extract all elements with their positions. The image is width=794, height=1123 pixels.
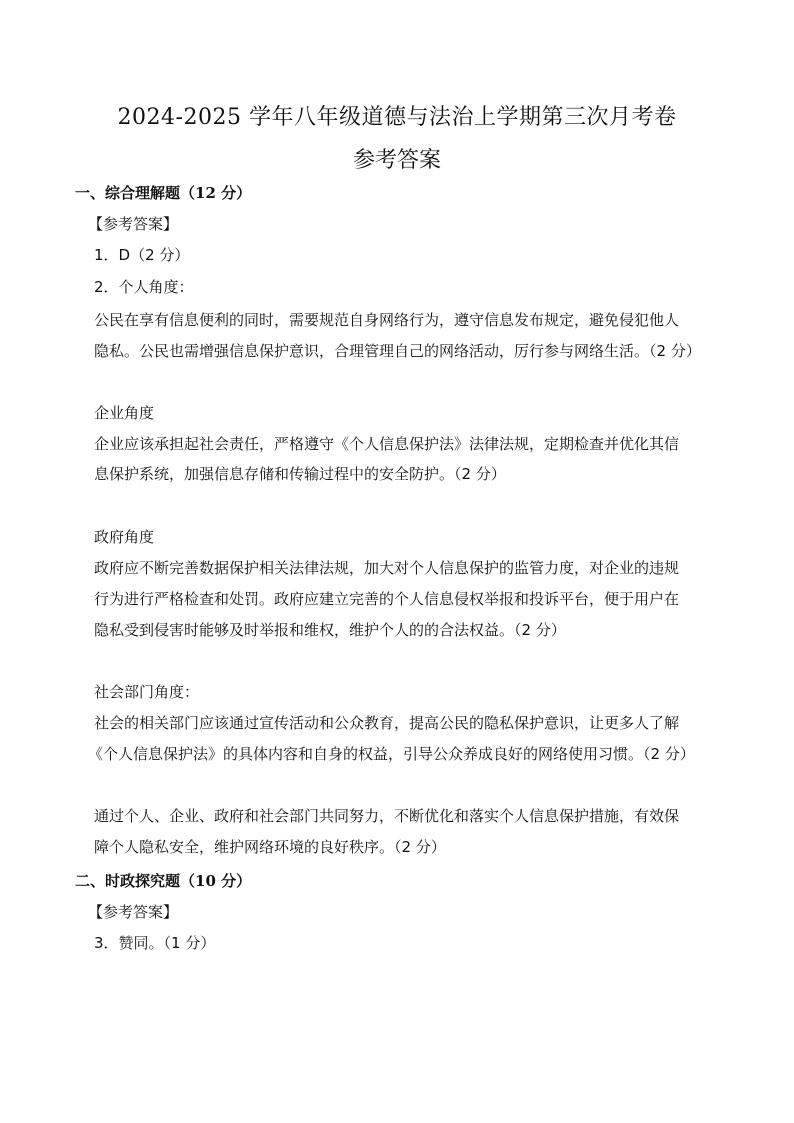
enterprise-line-2: 息保护系统，加强信息存储和传输过程中的安全防护。（2 分） bbox=[94, 465, 506, 483]
section2-answer-label: 【参考答案】 bbox=[88, 903, 179, 921]
government-line-1: 政府应不断完善数据保护相关法律法规，加大对个人信息保护的监管力度，对企业的违规 bbox=[94, 559, 680, 577]
personal-line-1: 公民在享有信息便利的同时，需要规范自身网络行为，遵守信息发布规定，避免侵犯他人 bbox=[94, 311, 680, 329]
q3-answer: 3．赞同。（1 分） bbox=[94, 934, 216, 952]
summary-line-1: 通过个人、企业、政府和社会部门共同努力，不断优化和落实个人信息保护措施，有效保 bbox=[94, 807, 680, 825]
document-title: 2024-2025 学年八年级道德与法治上学期第三次月考卷 bbox=[117, 105, 677, 130]
q2-label: 2．个人角度： bbox=[94, 278, 194, 296]
social-line-2: 《个人信息保护法》的具体内容和自身的权益，引导公众养成良好的网络使用习惯。（2 分） bbox=[88, 745, 695, 763]
personal-line-2: 隐私。公民也需增强信息保护意识，合理管理自己的网络活动，厉行参与网络生活。（2 分） bbox=[94, 342, 701, 360]
social-label: 社会部门角度： bbox=[94, 683, 200, 701]
enterprise-line-1: 企业应该承担起社会责任，严格遵守《个人信息保护法》法律法规，定期检查并优化其信 bbox=[94, 435, 680, 453]
government-line-2: 行为进行严格检查和处罚。政府应建立完善的个人信息侵权举报和投诉平台，便于用户在 bbox=[94, 590, 680, 608]
section1-answer-label: 【参考答案】 bbox=[88, 215, 179, 233]
government-line-3: 隐私受到侵害时能够及时举报和维权，维护个人的的合法权益。（2 分） bbox=[94, 621, 566, 639]
q1-answer: 1．D（2 分） bbox=[94, 246, 190, 264]
section2-heading: 二、时政探究题（10 分） bbox=[75, 872, 252, 890]
summary-line-2: 障个人隐私安全，维护网络环境的良好秩序。（2 分） bbox=[94, 838, 446, 856]
government-label: 政府角度 bbox=[94, 528, 155, 546]
social-line-1: 社会的相关部门应该通过宣传活动和公众教育，提高公民的隐私保护意识，让更多人了解 bbox=[94, 714, 680, 732]
enterprise-label: 企业角度 bbox=[94, 404, 155, 422]
document-subtitle: 参考答案 bbox=[352, 148, 441, 173]
section1-heading: 一、综合理解题（12 分） bbox=[75, 184, 252, 202]
